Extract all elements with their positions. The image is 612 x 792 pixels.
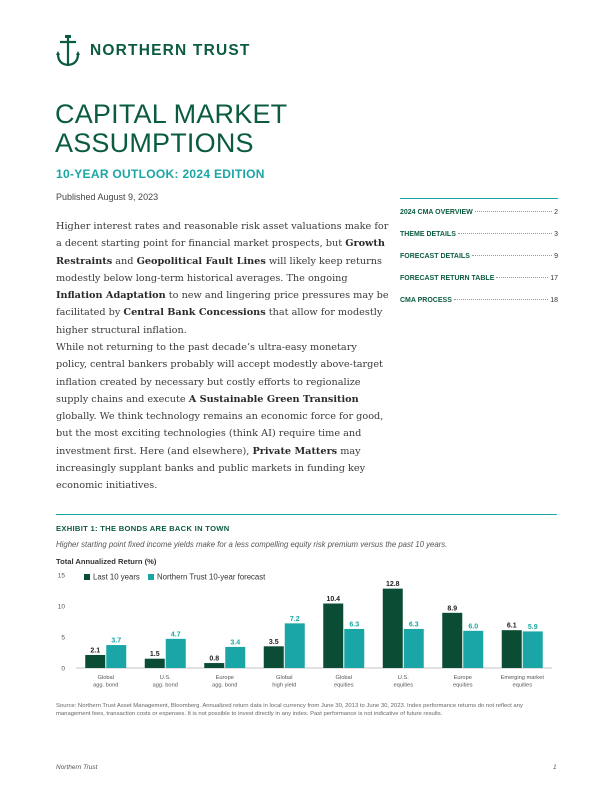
legend-label: Last 10 years <box>93 572 140 582</box>
bar-value-label: 4.7 <box>170 631 181 639</box>
bar-value-label: 7.2 <box>289 615 300 623</box>
toc-item-page: 3 <box>554 231 558 238</box>
bar-forecast <box>463 631 483 668</box>
bar-forecast <box>523 631 543 668</box>
bar-value-label: 12.8 <box>385 581 400 589</box>
exhibit-subtitle: Higher starting point fixed income yields make for a less compelling equity risk premium versus the past 10 years. <box>56 540 448 549</box>
bar-forecast <box>285 623 305 668</box>
brand-logo[interactable] <box>56 34 251 68</box>
bar-last-10-years <box>85 655 105 668</box>
intro-paragraph-1 <box>56 218 389 339</box>
page-title <box>55 100 385 158</box>
bar-forecast <box>225 647 245 668</box>
toc-item-cma-process[interactable] <box>400 297 558 304</box>
x-tick-label: equities <box>452 682 473 689</box>
y-tick-label: 5 <box>61 634 65 642</box>
toc-item-page: 17 <box>550 275 558 282</box>
bar-last-10-years <box>383 589 403 668</box>
x-tick-label: Emerging market <box>500 675 544 681</box>
x-tick-label: Global <box>335 675 352 681</box>
bar-value-label: 10.4 <box>326 596 341 604</box>
bar-value-label: 6.3 <box>349 621 360 629</box>
toc-item-label: FORECAST RETURN TABLE <box>400 275 495 282</box>
paragraph-text: Higher interest rates and reasonable risk asset valuations make for a decent starting point for financial market prospects, but <box>56 221 389 250</box>
toc-item-overview[interactable] <box>400 209 558 216</box>
x-tick-label: U.S. <box>159 675 171 681</box>
theme-highlight: Central Bank Concessions <box>123 307 266 319</box>
toc-item-label: FORECAST DETAILS <box>400 253 470 260</box>
x-tick-label: Global <box>97 675 114 681</box>
x-tick-label: high yield <box>272 682 297 689</box>
bar-chart <box>56 566 556 696</box>
toc-item-label: 2024 CMA OVERVIEW <box>400 209 473 216</box>
theme-highlight: Growth Restraints <box>56 238 385 267</box>
y-tick-label: 0 <box>61 665 65 673</box>
paragraph-text: that allow for modestly higher structural inflation. <box>56 307 383 336</box>
paragraph-text: and <box>112 255 137 267</box>
theme-highlight: Geopolitical Fault Lines <box>136 255 266 267</box>
x-tick-label: equities <box>333 682 354 689</box>
page-number: 1 <box>553 764 557 771</box>
toc-item-forecast-details[interactable] <box>400 253 558 260</box>
toc-item-forecast-return-table[interactable] <box>400 275 558 282</box>
toc-leader-dots <box>472 255 552 256</box>
x-tick-label: Europe <box>453 675 472 681</box>
page-subtitle: 10-YEAR OUTLOOK: 2024 EDITION <box>56 167 265 181</box>
bar-value-label: 3.5 <box>268 638 279 646</box>
theme-highlight: Inflation Adaptation <box>56 290 166 302</box>
bar-value-label: 0.8 <box>209 655 220 663</box>
footer-brand: Northern Trust <box>56 764 98 771</box>
page-title-line: ASSUMPTIONS <box>55 128 254 158</box>
bar-value-label: 6.3 <box>408 621 419 629</box>
toc-leader-dots <box>496 277 548 278</box>
exhibit-divider <box>56 514 557 515</box>
paragraph-text: globally. We think technology remains an economic force for good, but the most exciting technologies (think AI) require time and investment first. Here (and elsewhere), <box>56 411 384 457</box>
toc-leader-dots <box>454 299 548 300</box>
bar-forecast <box>106 645 126 668</box>
bar-last-10-years <box>442 613 462 668</box>
y-tick-label: 15 <box>57 572 65 580</box>
x-tick-label: Global <box>276 675 293 681</box>
paragraph-text: While not returning to the past decade’s ultra-easy monetary policy, central bankers probably will accept modestly above-target inflation created by necessary but costly efforts to regionalize supply chains and execute <box>56 342 383 405</box>
x-tick-label: equities <box>393 682 414 689</box>
bar-value-label: 5.9 <box>527 623 538 631</box>
source-note: Source: Northern Trust Asset Management, Bloomberg. Annualized return data in local currency from June 30, 2013 to June 30, 2023. Index performance returns do not reflect any management fees, transaction costs or expenses. It is not possible to invest directly in any index. Past performance is not indicative of future results. <box>56 703 523 718</box>
legend-swatch <box>84 574 90 580</box>
table-of-contents <box>400 198 558 319</box>
toc-item-label: CMA PROCESS <box>400 297 452 304</box>
bar-value-label: 8.9 <box>447 605 458 613</box>
theme-highlight: Private Matters <box>252 445 338 457</box>
toc-item-page: 2 <box>554 209 558 216</box>
y-tick-label: 10 <box>57 603 65 611</box>
bar-value-label: 6.1 <box>506 622 517 630</box>
toc-item-page: 18 <box>550 297 558 304</box>
x-tick-label: agg. bond <box>93 682 119 689</box>
chart-y-axis-title: Total Annualized Return (%) <box>56 557 157 566</box>
published-date: Published August 9, 2023 <box>56 192 159 202</box>
intro-paragraph-2 <box>56 339 389 495</box>
bar-last-10-years <box>264 646 284 668</box>
bar-last-10-years <box>323 604 343 668</box>
brand-name: NORTHERN TRUST <box>90 42 251 59</box>
anchor-logo-icon <box>56 34 80 68</box>
toc-item-page: 9 <box>554 253 558 260</box>
paragraph-text: will likely keep returns modestly below long-term historical averages. The ongoing <box>56 255 382 284</box>
bar-value-label: 3.4 <box>230 639 241 647</box>
x-tick-label: agg. bond <box>152 682 178 689</box>
bar-last-10-years <box>502 630 522 668</box>
toc-item-theme-details[interactable] <box>400 231 558 238</box>
toc-item-label: THEME DETAILS <box>400 231 456 238</box>
bar-last-10-years <box>204 663 224 668</box>
toc-leader-dots <box>458 233 552 234</box>
exhibit-title: EXHIBIT 1: THE BONDS ARE BACK IN TOWN <box>56 524 230 533</box>
paragraph-text: may increasingly supplant banks and public markets in funding key economic initiatives. <box>56 445 366 492</box>
x-tick-label: Europe <box>215 675 234 681</box>
theme-highlight: A Sustainable Green Transition <box>188 393 359 405</box>
bar-forecast <box>344 629 364 668</box>
legend-label: Northern Trust 10-year forecast <box>157 572 266 582</box>
bar-value-label: 2.1 <box>90 647 101 655</box>
bar-value-label: 3.7 <box>111 637 122 645</box>
bar-value-label: 1.5 <box>149 651 160 659</box>
bar-value-label: 6.0 <box>468 623 479 631</box>
x-tick-label: agg. bond <box>212 682 238 689</box>
bar-last-10-years <box>145 659 165 668</box>
page-title-line: CAPITAL MARKET <box>55 99 288 129</box>
x-tick-label: U.S. <box>397 675 409 681</box>
bar-forecast <box>166 639 186 668</box>
legend-swatch <box>148 574 154 580</box>
bar-forecast <box>404 629 424 668</box>
paragraph-text: to new and lingering price pressures may be facilitated by <box>56 290 389 319</box>
toc-leader-dots <box>475 211 552 212</box>
x-tick-label: equities <box>512 682 533 689</box>
